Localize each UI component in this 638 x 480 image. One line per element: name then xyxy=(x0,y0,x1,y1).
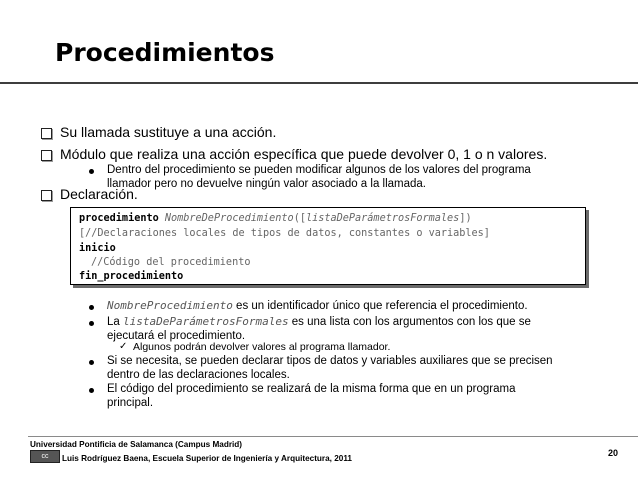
sub-bullet-line: llamador pero no devuelve ningún valor asociado a la llamada. xyxy=(107,178,427,190)
code-punct: ([ xyxy=(293,213,306,224)
sub-bullet-line: El código del procedimiento se realizará de la misma forma que en un programa xyxy=(107,383,516,395)
code-line: inicio xyxy=(79,243,116,254)
creative-commons-icon: cc xyxy=(30,450,60,463)
dot-bullet-icon xyxy=(89,360,94,365)
sub-bullet-text xyxy=(107,382,587,410)
sub-bullet-line: principal. xyxy=(107,397,154,409)
sub-bullet-word: La xyxy=(107,316,120,328)
code-keyword: procedimiento xyxy=(79,213,159,224)
dot-bullet-icon xyxy=(89,388,94,393)
code-block xyxy=(70,207,586,285)
square-bullet-icon xyxy=(41,128,52,139)
dot-bullet-icon xyxy=(89,169,94,174)
slide-title: Procedimientos xyxy=(55,38,275,67)
sub-bullet-word: es una lista con los argumentos con los que se xyxy=(291,316,531,328)
dot-bullet-icon xyxy=(89,305,94,310)
square-bullet-icon xyxy=(41,150,52,161)
title-divider xyxy=(0,82,638,84)
inline-code: listaDeParámetrosFormales xyxy=(123,315,289,328)
code-punct: ]) xyxy=(459,213,472,224)
sub-bullet-line: Si se necesita, se pueden declarar tipos de datos y variables auxiliares que se precisen xyxy=(107,355,553,367)
inline-code: NombreProcedimiento xyxy=(107,299,233,312)
sub-bullet-line xyxy=(107,315,587,329)
square-bullet-icon xyxy=(41,190,52,201)
sub-bullet-text xyxy=(107,163,577,191)
page-number: 20 xyxy=(608,448,619,458)
code-line: //Código del procedimiento xyxy=(91,257,251,268)
dot-bullet-icon xyxy=(89,321,94,326)
bullet-text: Su llamada sustituye a una acción. xyxy=(60,124,277,140)
footer-divider xyxy=(28,436,638,437)
code-proc-name: NombreDeProcedimiento xyxy=(164,213,294,224)
third-level-text: Algunos podrán devolver valores al programa llamador. xyxy=(133,341,391,353)
sub-bullet-text xyxy=(107,315,587,343)
bullet-text: Declaración. xyxy=(60,186,138,202)
footer-author: Luis Rodríguez Baena, Escuela Superior de Ingeniería y Arquitectura, 2011 xyxy=(62,454,352,463)
code-line xyxy=(79,213,472,224)
code-line: fin_procedimiento xyxy=(79,271,184,282)
bullet-text: Módulo que realiza una acción específica que puede devolver 0, 1 o n valores. xyxy=(60,146,548,162)
sub-bullet-text xyxy=(107,354,587,382)
sub-bullet-line: dentro de las declaraciones locales. xyxy=(107,369,290,381)
sub-bullet-line: ejecutará el procedimiento. xyxy=(107,330,246,342)
checkmark-icon: ✓ xyxy=(119,341,128,352)
code-params: listaDeParámetrosFormales xyxy=(305,213,460,224)
sub-bullet-line: es un identificador único que referencia el procedimiento. xyxy=(236,300,528,312)
sub-bullet-line: Dentro del procedimiento se pueden modificar algunos de los valores del programa xyxy=(107,164,531,176)
footer-institution: Universidad Pontificia de Salamanca (Campus Madrid) xyxy=(30,440,243,449)
sub-bullet-text xyxy=(107,299,587,313)
code-line: [//Declaraciones locales de tipos de datos, constantes o variables] xyxy=(79,228,490,239)
